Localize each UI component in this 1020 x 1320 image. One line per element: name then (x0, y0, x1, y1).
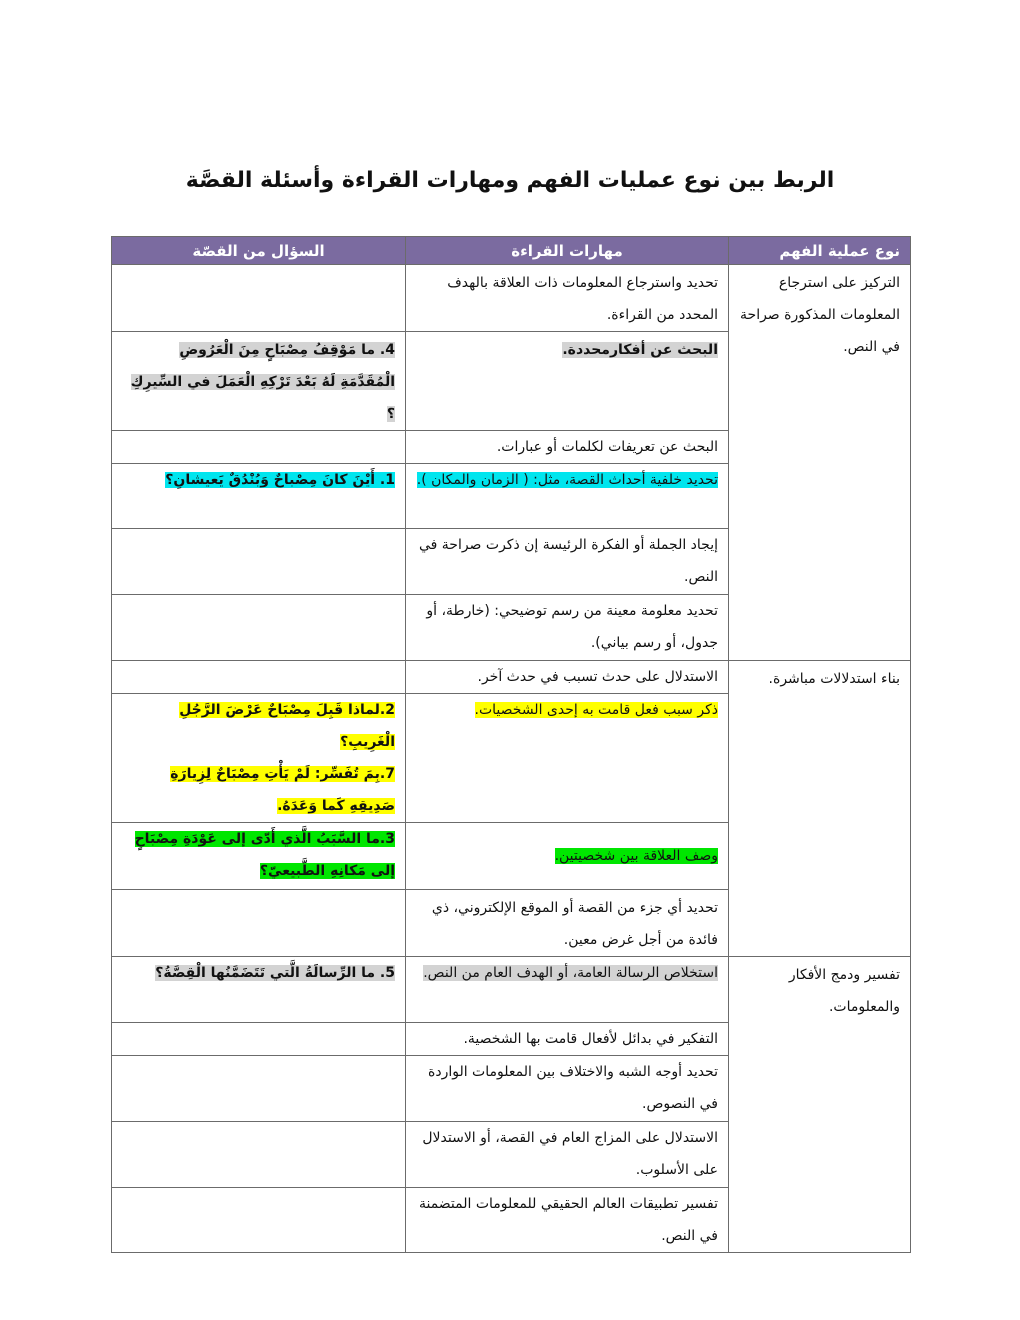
question-cell (112, 661, 406, 694)
skill-cell (406, 332, 729, 431)
question-text: 2.لماذا قَبِلَ مِصْبَاحٌ عَرْضَ الرَّجُلِ الْغَرِيبِ؟ (179, 702, 395, 750)
skill-cell (406, 431, 729, 464)
question-text: 5. ما الرِّسالَةُ الَّتي تَتَضَمَّنُها الْقِصَّةُ؟ (155, 965, 395, 981)
skill-cell (406, 1188, 729, 1253)
skill-text: الاستدلال على حدث تسبب في حدث آخر. (477, 669, 718, 685)
skill-cell (406, 694, 729, 823)
skill-cell (406, 1023, 729, 1056)
skill-text: استخلاص الرسالة العامة، أو الهدف العام من النص. (423, 965, 718, 981)
skill-cell (406, 890, 729, 957)
skill-text: التفكير في بدائل لأفعال قامت بها الشخصية. (463, 1031, 718, 1047)
skill-cell (406, 595, 729, 661)
question-text: 7.بِمَ تُفَسِّر: لَمْ يَأْتِ مِصْبَاحٌ لِزِيارَةِ صَدِيقِهِ كَما وَعَدَهُ. (170, 766, 395, 814)
question-cell (112, 464, 406, 529)
skill-text: ذكر سبب فعل قامت به إحدى الشخصيات. (474, 702, 718, 718)
page-title: الربط بين نوع عمليات الفهم ومهارات القراءة وأسئلة القصَّة (185, 168, 835, 193)
skill-text: تحديد أوجه الشبه والاختلاف بين المعلومات الواردة في النصوص. (428, 1064, 718, 1112)
question-cell (112, 1122, 406, 1188)
header-skills: مهارات القراءة (406, 237, 729, 265)
skill-cell (406, 265, 729, 332)
skill-text: إيجاد الجملة أو الفكرة الرئيسة إن ذكرت صراحة في النص. (418, 537, 718, 585)
question-cell (112, 823, 406, 890)
process-label: تفسير ودمج الأفكار والمعلومات. (788, 967, 900, 1015)
skill-cell (406, 529, 729, 595)
header-process: نوع عملية الفهم (729, 237, 911, 265)
process-cell (729, 957, 911, 1253)
skill-text: تحديد أي جزء من القصة أو الموقع الإلكتروني، ذي فائدة من أجل غرض معين. (431, 900, 718, 948)
question-text: 3.ما السَّبَبُ الَّذي أَدّى إلى عَوْدَةِ مِصْبَاحٍ إلى مَكانِهِ الطَّبيعيّ؟ (134, 831, 395, 879)
skill-cell (406, 823, 729, 890)
skill-cell (406, 1056, 729, 1122)
question-cell (112, 529, 406, 595)
comprehension-table (111, 236, 911, 1253)
table-row (112, 265, 911, 332)
skill-text: تحديد واسترجاع المعلومات ذات العلاقة بالهدف المحدد من القراءة. (447, 275, 718, 323)
process-cell (729, 265, 911, 661)
skill-text: وصف العلاقة بين شخصيتين. (554, 848, 718, 864)
question-cell (112, 431, 406, 464)
process-label: بناء استدلالات مباشرة. (768, 671, 900, 687)
table-row (112, 957, 911, 1023)
question-cell (112, 595, 406, 661)
header-row (112, 237, 911, 265)
header-question: السؤال من القصّة (112, 237, 406, 265)
question-cell (112, 332, 406, 431)
skill-text: تحديد خلفية أحداث القصة، مثل: ( الزمان والمكان ). (416, 472, 718, 488)
skill-text: تحديد معلومة معينة من رسم توضيحي: (خارطة، أو جدول، أو رسم بياني). (426, 603, 718, 651)
question-cell (112, 1023, 406, 1056)
question-cell (112, 1188, 406, 1253)
table-row (112, 661, 911, 694)
question-text: 1. أَيْنَ كانَ مِصْباحٌ وَبُنْدُقٌ يَعيشانِ؟ (165, 472, 395, 488)
skill-text: البحث عن تعريفات لكلمات أو عبارات. (496, 439, 718, 455)
question-cell (112, 957, 406, 1023)
skill-cell (406, 957, 729, 1023)
skill-cell (406, 464, 729, 529)
skill-cell (406, 661, 729, 694)
skill-text: البحث عن أفكارمحددة. (562, 342, 718, 358)
question-cell (112, 1056, 406, 1122)
process-label: التركيز على استرجاع المعلومات المذكورة صراحة في النص. (740, 275, 900, 355)
skill-text: الاستدلال على المزاج العام في القصة، أو الاستدلال على الأسلوب. (422, 1130, 718, 1178)
skill-cell (406, 1122, 729, 1188)
skill-text: تفسير تطبيقات العالم الحقيقي للمعلومات المتضمنة في النص. (418, 1196, 718, 1244)
question-cell (112, 265, 406, 332)
process-cell (729, 661, 911, 957)
question-text: 4. ما مَوْقِفُ مِصْبَاحٍ مِنَ الْعَرُوضِ الْمُقَدَّمَةِ لَهُ بَعْدَ تَرْكِهِ الْعَمَلَ في السِّيرِكِ ؟ (130, 342, 395, 422)
question-cell (112, 694, 406, 823)
question-cell (112, 890, 406, 957)
